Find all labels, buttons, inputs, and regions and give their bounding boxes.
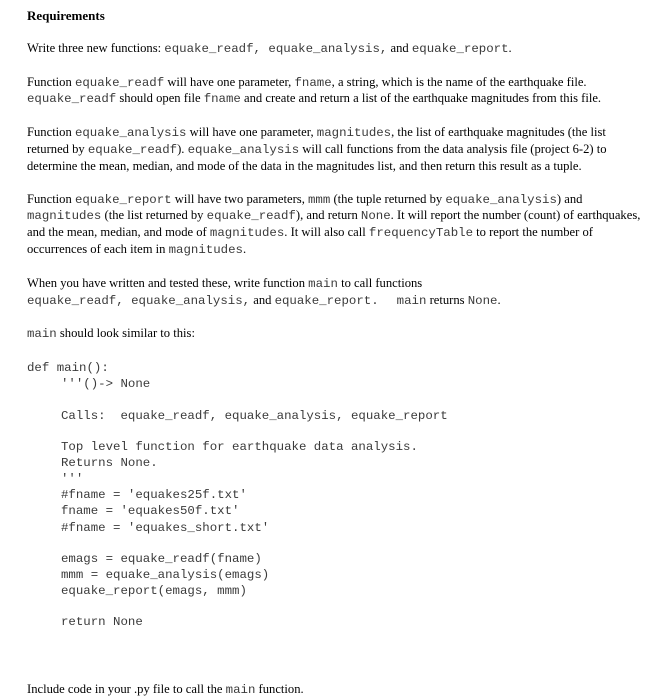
similar-paragraph [27, 326, 647, 343]
function-name: equake_readf [27, 92, 117, 107]
code-line [27, 536, 647, 551]
function-name: equake_readf [74, 75, 165, 90]
text: , the list of earthquake magnitudes (the list returned by [27, 125, 606, 156]
code-line: Returns None. [61, 455, 158, 470]
text: When you have written and tested these, write function [27, 275, 309, 290]
text: will call functions from the data analysis file (project 6-2) to determine the mean, median, and mode of the data in the magnitudes list, and then return this result as a tuple. [27, 141, 607, 173]
text: Function [27, 125, 75, 140]
text: . It will also call [284, 225, 369, 240]
text: . [497, 292, 501, 307]
text: should open file [116, 91, 204, 106]
code-line: #fname = 'equakes25f.txt' [61, 488, 247, 503]
text: should look similar to this: [56, 326, 195, 341]
code-line: Calls: equake_readf, equake_analysis, equake_report [61, 408, 448, 423]
code-line: def main(): [27, 361, 109, 376]
function-name: main [308, 276, 338, 291]
value-name: None [467, 293, 498, 308]
function-name: equake_analysis, [260, 41, 388, 56]
value-name: None [360, 209, 391, 224]
text: function. [255, 682, 304, 696]
intro-paragraph [27, 41, 647, 58]
page-title: Requirements [27, 8, 105, 23]
function-name: equake_analysis [187, 142, 300, 157]
text: will have one parameter, [186, 125, 317, 140]
function-name: main [396, 293, 427, 308]
code-line: mmm = equake_analysis(emags) [61, 568, 270, 583]
function-name: equake_readf [87, 142, 178, 157]
code-line [27, 599, 647, 614]
text: and [250, 292, 275, 307]
function-name: main [27, 327, 57, 342]
text: . [242, 241, 247, 256]
text: (the tuple returned by [330, 191, 446, 206]
text: . [508, 40, 512, 55]
function-name: equake_report. [274, 293, 379, 308]
text: . It will report the number (count) of earthquakes, and the mean, median, and mode of [27, 208, 641, 240]
text: to call functions [337, 275, 423, 290]
code-line: equake_report(emags, mmm) [61, 584, 247, 599]
parameter-name: magnitudes [209, 226, 285, 241]
text: Write three new functions: [27, 40, 165, 55]
code-block [27, 360, 647, 630]
code-line [27, 393, 647, 408]
code-line: Top level function for earthquake data analysis. [61, 439, 418, 454]
function-name: frequencyTable [368, 226, 474, 241]
text: Function [27, 191, 75, 206]
function-name: equake_readf [206, 209, 296, 224]
code-line: fname = 'equakes50f.txt' [61, 504, 240, 519]
text: returns [426, 292, 468, 307]
requirements-document [27, 8, 647, 631]
parameter-name: magnitudes [27, 209, 102, 224]
main-paragraph [27, 276, 647, 310]
function-name: equake_readf, [164, 41, 261, 56]
readf-paragraph [27, 75, 647, 109]
text: and create and return a list of the earthquake magnitudes from this file. [240, 91, 602, 106]
parameter-name: magnitudes [316, 126, 392, 141]
text: ) and [556, 191, 583, 206]
text: , a string, which is the name of the earthquake file. [331, 74, 587, 89]
final-instruction [27, 682, 304, 699]
code-line: ''' [61, 472, 84, 487]
parameter-name: mmm [308, 192, 331, 207]
text: (the list returned by [101, 208, 207, 223]
code-line: '''()-> None [61, 377, 151, 392]
parameter-name: fname [203, 92, 241, 107]
code-line: return None [61, 615, 143, 630]
function-name: equake_analysis, [123, 293, 251, 308]
text: will have two parameters, [171, 191, 308, 206]
text: to report the number of occurrences of each item in [27, 225, 593, 256]
function-name: equake_readf, [27, 293, 124, 308]
function-name: main [225, 683, 256, 697]
code-line: emags = equake_readf(fname) [61, 551, 262, 566]
function-name: equake_analysis [74, 126, 187, 141]
analysis-paragraph [27, 125, 647, 174]
parameter-name: fname [294, 75, 332, 90]
function-name: equake_report [74, 192, 172, 207]
report-paragraph [27, 192, 647, 259]
code-line: #fname = 'equakes_short.txt' [61, 520, 270, 535]
text: Function [27, 74, 75, 89]
text: and [387, 40, 412, 55]
code-line [27, 424, 647, 439]
function-name: equake_analysis [445, 192, 557, 207]
parameter-name: magnitudes [168, 242, 243, 257]
text: Include code in your .py file to call the [27, 682, 226, 696]
text: will have one parameter, [164, 74, 295, 89]
text: ). [177, 141, 188, 156]
text: ), and return [295, 208, 361, 223]
function-name: equake_report [411, 41, 509, 56]
